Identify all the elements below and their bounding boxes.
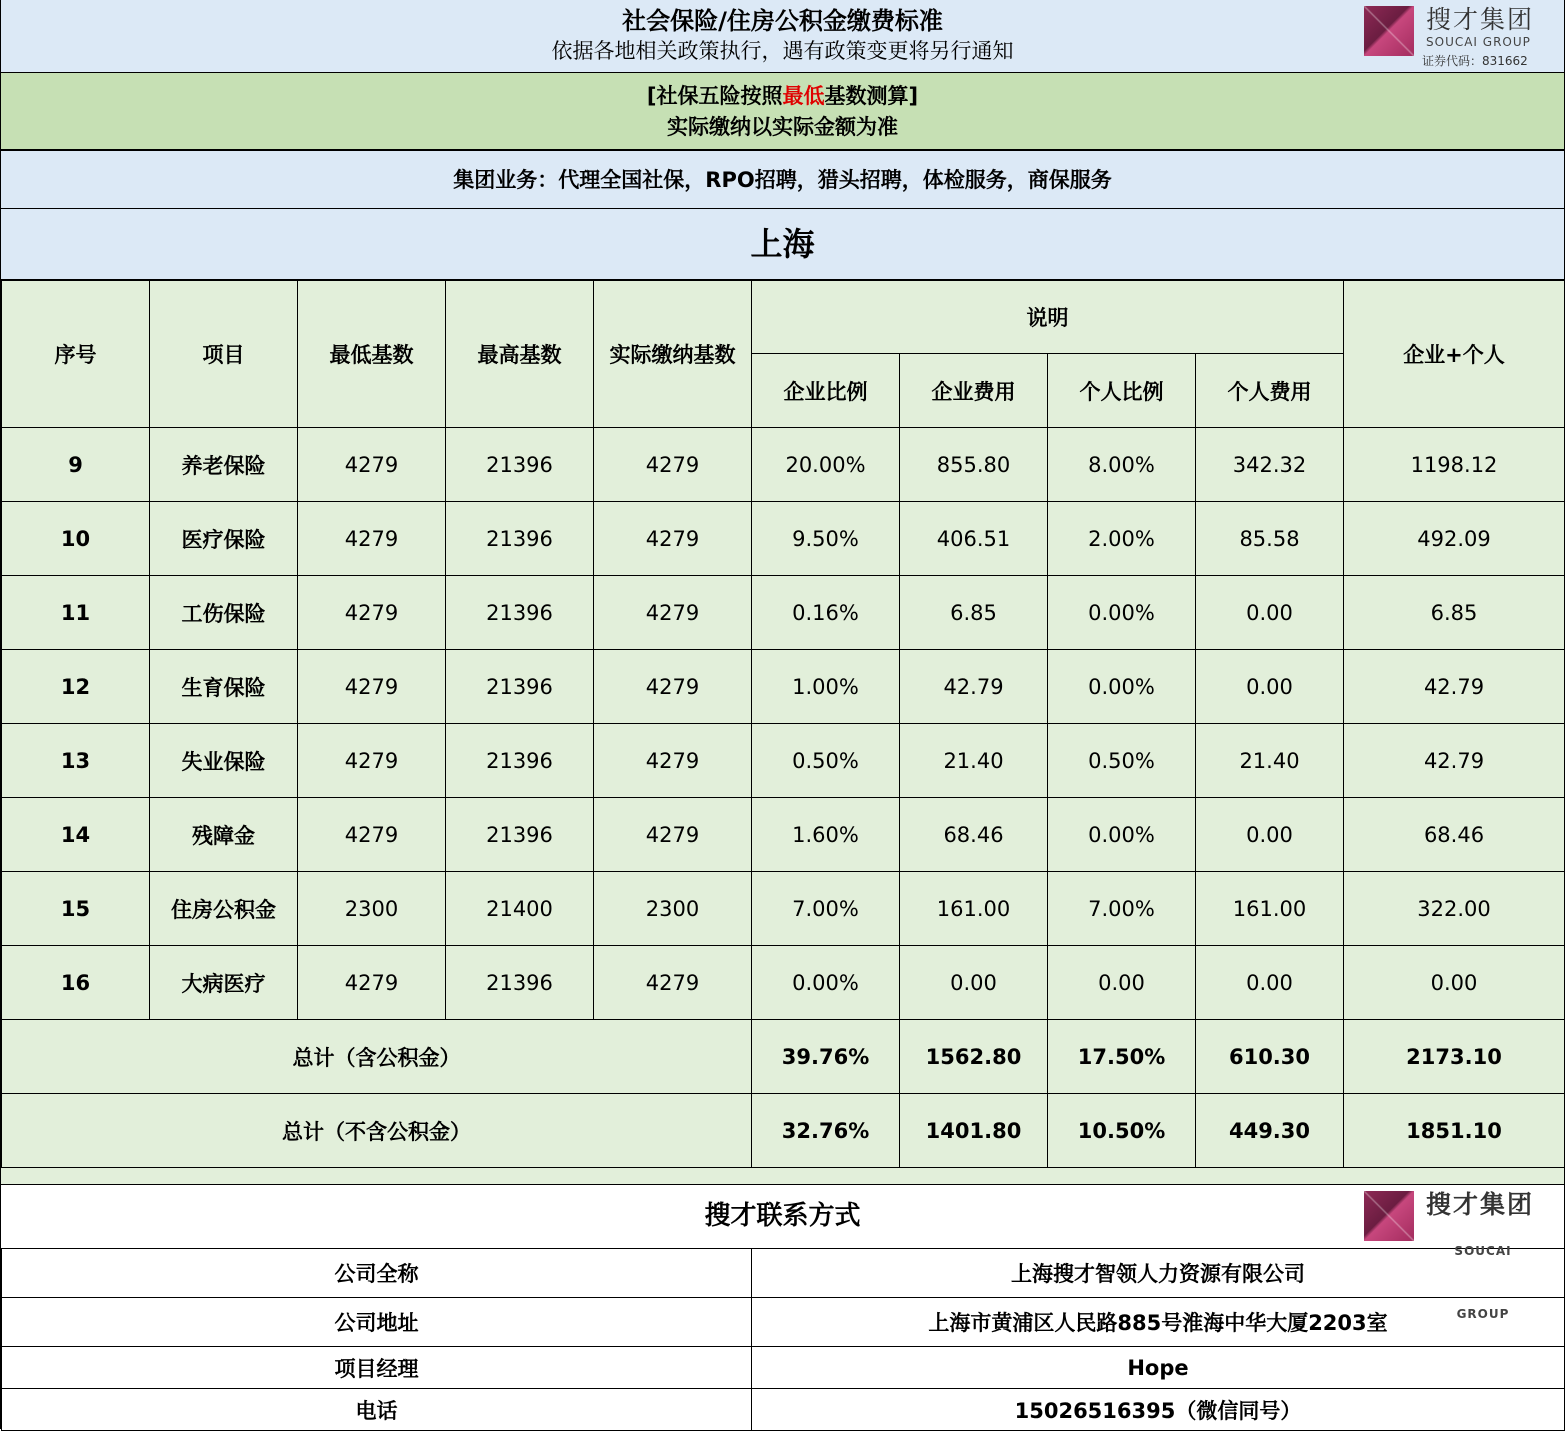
cell-per-fee: 0.00 [1196, 946, 1344, 1020]
cell-per-rate: 2.00% [1048, 502, 1196, 576]
total-ent-rate: 39.76% [752, 1020, 900, 1094]
table-row [2, 798, 1565, 872]
cell-per-fee: 0.00 [1196, 798, 1344, 872]
col-header-per-rate: 个人比例 [1048, 354, 1196, 428]
contact-table [1, 1249, 1565, 1431]
logo-name: 搜才集团 [1426, 1190, 1535, 1219]
cell-total: 0.00 [1344, 946, 1565, 1020]
total-label: 总计（不含公积金） [2, 1094, 752, 1168]
notice-highlight: 最低 [782, 84, 825, 108]
cell-item: 工伤保险 [150, 576, 298, 650]
contact-value: 上海搜才智领人力资源有限公司 [752, 1249, 1565, 1298]
col-header-actual-base: 实际缴纳基数 [594, 281, 752, 428]
cell-per-rate: 0.00% [1048, 798, 1196, 872]
contact-row [2, 1389, 1565, 1431]
cell-no: 10 [2, 502, 150, 576]
cell-total: 42.79 [1344, 724, 1565, 798]
cell-max: 21396 [446, 428, 594, 502]
cell-item: 医疗保险 [150, 502, 298, 576]
total-row [2, 1020, 1565, 1094]
col-header-ent-rate: 企业比例 [752, 354, 900, 428]
cell-actual: 2300 [594, 872, 752, 946]
table-row [2, 872, 1565, 946]
total-per-fee: 449.30 [1196, 1094, 1344, 1168]
col-header-min-base: 最低基数 [298, 281, 446, 428]
cell-min: 4279 [298, 576, 446, 650]
contact-label: 项目经理 [2, 1347, 752, 1389]
cell-item: 养老保险 [150, 428, 298, 502]
contact-value: 上海市黄浦区人民路885号淮海中华大厦2203室 [752, 1298, 1565, 1347]
cell-ent-fee: 68.46 [900, 798, 1048, 872]
cell-item: 住房公积金 [150, 872, 298, 946]
cell-per-rate: 8.00% [1048, 428, 1196, 502]
table-row [2, 946, 1565, 1020]
cell-per-fee: 21.40 [1196, 724, 1344, 798]
cell-per-fee: 0.00 [1196, 650, 1344, 724]
cell-min: 4279 [298, 428, 446, 502]
table-row [2, 724, 1565, 798]
table-row [2, 650, 1565, 724]
col-header-desc: 说明 [752, 281, 1344, 354]
cell-per-fee: 0.00 [1196, 576, 1344, 650]
cell-ent-fee: 406.51 [900, 502, 1048, 576]
col-header-item: 项目 [150, 281, 298, 428]
notice-line-1: [社保五险按照最低基数测算] [646, 84, 919, 108]
cell-total: 1198.12 [1344, 428, 1565, 502]
cell-max: 21396 [446, 650, 594, 724]
cell-per-rate: 7.00% [1048, 872, 1196, 946]
contact-row [2, 1347, 1565, 1389]
cell-actual: 4279 [594, 798, 752, 872]
cell-actual: 4279 [594, 724, 752, 798]
cell-per-fee: 85.58 [1196, 502, 1344, 576]
cell-ent-rate: 0.16% [752, 576, 900, 650]
cell-ent-rate: 9.50% [752, 502, 900, 576]
business-banner: 集团业务：代理全国社保，RPO招聘，猎头招聘，体检服务，商保服务 [1, 150, 1564, 209]
total-per-rate: 10.50% [1048, 1094, 1196, 1168]
contact-row [2, 1249, 1565, 1298]
col-header-no: 序号 [2, 281, 150, 428]
cell-min: 4279 [298, 502, 446, 576]
notice-banner [1, 73, 1564, 150]
contact-value: 15026516395（微信同号） [752, 1389, 1565, 1431]
notice-line-2: 实际缴纳以实际金额为准 [667, 115, 898, 139]
col-header-per-fee: 个人费用 [1196, 354, 1344, 428]
logo-english: SOUCAI GROUP [1454, 1244, 1512, 1321]
rate-table [1, 280, 1565, 1168]
cell-total: 6.85 [1344, 576, 1565, 650]
logo-name: 搜才集团 [1426, 5, 1535, 34]
cell-ent-rate: 1.00% [752, 650, 900, 724]
total-per-rate: 17.50% [1048, 1020, 1196, 1094]
cell-per-rate: 0.00% [1048, 650, 1196, 724]
total-ent-rate: 32.76% [752, 1094, 900, 1168]
contact-label: 公司地址 [2, 1298, 752, 1347]
contact-value: Hope [752, 1347, 1565, 1389]
cell-ent-rate: 1.60% [752, 798, 900, 872]
cell-per-rate: 0.00% [1048, 576, 1196, 650]
total-row [2, 1094, 1565, 1168]
table-row [2, 502, 1565, 576]
stock-code: 证券代码：831662 [1422, 54, 1528, 68]
contact-label: 公司全称 [2, 1249, 752, 1298]
cell-ent-fee: 855.80 [900, 428, 1048, 502]
cell-ent-rate: 0.50% [752, 724, 900, 798]
cell-max: 21396 [446, 502, 594, 576]
company-logo [1364, 4, 1540, 70]
city-title: 上海 [1, 209, 1564, 280]
col-header-max-base: 最高基数 [446, 281, 594, 428]
cell-per-fee: 342.32 [1196, 428, 1344, 502]
cell-no: 12 [2, 650, 150, 724]
cell-no: 16 [2, 946, 150, 1020]
total-total: 1851.10 [1344, 1094, 1565, 1168]
table-row [2, 428, 1565, 502]
header [1, 0, 1564, 73]
cell-no: 9 [2, 428, 150, 502]
cell-max: 21396 [446, 724, 594, 798]
col-header-total: 企业+个人 [1344, 281, 1565, 428]
cell-actual: 4279 [594, 502, 752, 576]
logo-english: SOUCAI GROUP [1426, 35, 1531, 49]
cell-min: 4279 [298, 724, 446, 798]
cell-per-rate: 0.50% [1048, 724, 1196, 798]
cell-ent-rate: 20.00% [752, 428, 900, 502]
cell-per-fee: 161.00 [1196, 872, 1344, 946]
cell-max: 21400 [446, 872, 594, 946]
cell-actual: 4279 [594, 650, 752, 724]
contact-title: 搜才联系方式 [704, 1201, 861, 1231]
cell-actual: 4279 [594, 576, 752, 650]
cell-max: 21396 [446, 946, 594, 1020]
cell-no: 15 [2, 872, 150, 946]
cell-per-rate: 0.00 [1048, 946, 1196, 1020]
cell-total: 42.79 [1344, 650, 1565, 724]
cell-ent-fee: 21.40 [900, 724, 1048, 798]
cell-ent-fee: 161.00 [900, 872, 1048, 946]
cell-no: 11 [2, 576, 150, 650]
page-subtitle: 依据各地相关政策执行，遇有政策变更将另行通知 [551, 39, 1014, 63]
cell-no: 13 [2, 724, 150, 798]
cell-item: 大病医疗 [150, 946, 298, 1020]
cell-ent-fee: 0.00 [900, 946, 1048, 1020]
cell-item: 失业保险 [150, 724, 298, 798]
cell-min: 4279 [298, 650, 446, 724]
cell-min: 4279 [298, 946, 446, 1020]
total-label: 总计（含公积金） [2, 1020, 752, 1094]
cell-min: 4279 [298, 798, 446, 872]
cell-item: 生育保险 [150, 650, 298, 724]
contact-logo [1364, 1189, 1540, 1321]
total-per-fee: 610.30 [1196, 1020, 1344, 1094]
cell-max: 21396 [446, 576, 594, 650]
total-ent-fee: 1562.80 [900, 1020, 1048, 1094]
col-header-ent-fee: 企业费用 [900, 354, 1048, 428]
total-total: 2173.10 [1344, 1020, 1565, 1094]
cell-ent-fee: 42.79 [900, 650, 1048, 724]
contact-label: 电话 [2, 1389, 752, 1431]
cell-actual: 4279 [594, 946, 752, 1020]
cell-actual: 4279 [594, 428, 752, 502]
cell-ent-fee: 6.85 [900, 576, 1048, 650]
cell-total: 322.00 [1344, 872, 1565, 946]
cell-ent-rate: 0.00% [752, 946, 900, 1020]
page-title: 社会保险/住房公积金缴费标准 [622, 7, 943, 35]
contact-row [2, 1298, 1565, 1347]
spacer [1, 1168, 1564, 1185]
cell-ent-rate: 7.00% [752, 872, 900, 946]
total-ent-fee: 1401.80 [900, 1094, 1048, 1168]
cell-total: 68.46 [1344, 798, 1565, 872]
cell-min: 2300 [298, 872, 446, 946]
cell-total: 492.09 [1344, 502, 1565, 576]
cell-item: 残障金 [150, 798, 298, 872]
table-header-row [2, 281, 1565, 354]
cell-max: 21396 [446, 798, 594, 872]
table-row [2, 576, 1565, 650]
cell-no: 14 [2, 798, 150, 872]
